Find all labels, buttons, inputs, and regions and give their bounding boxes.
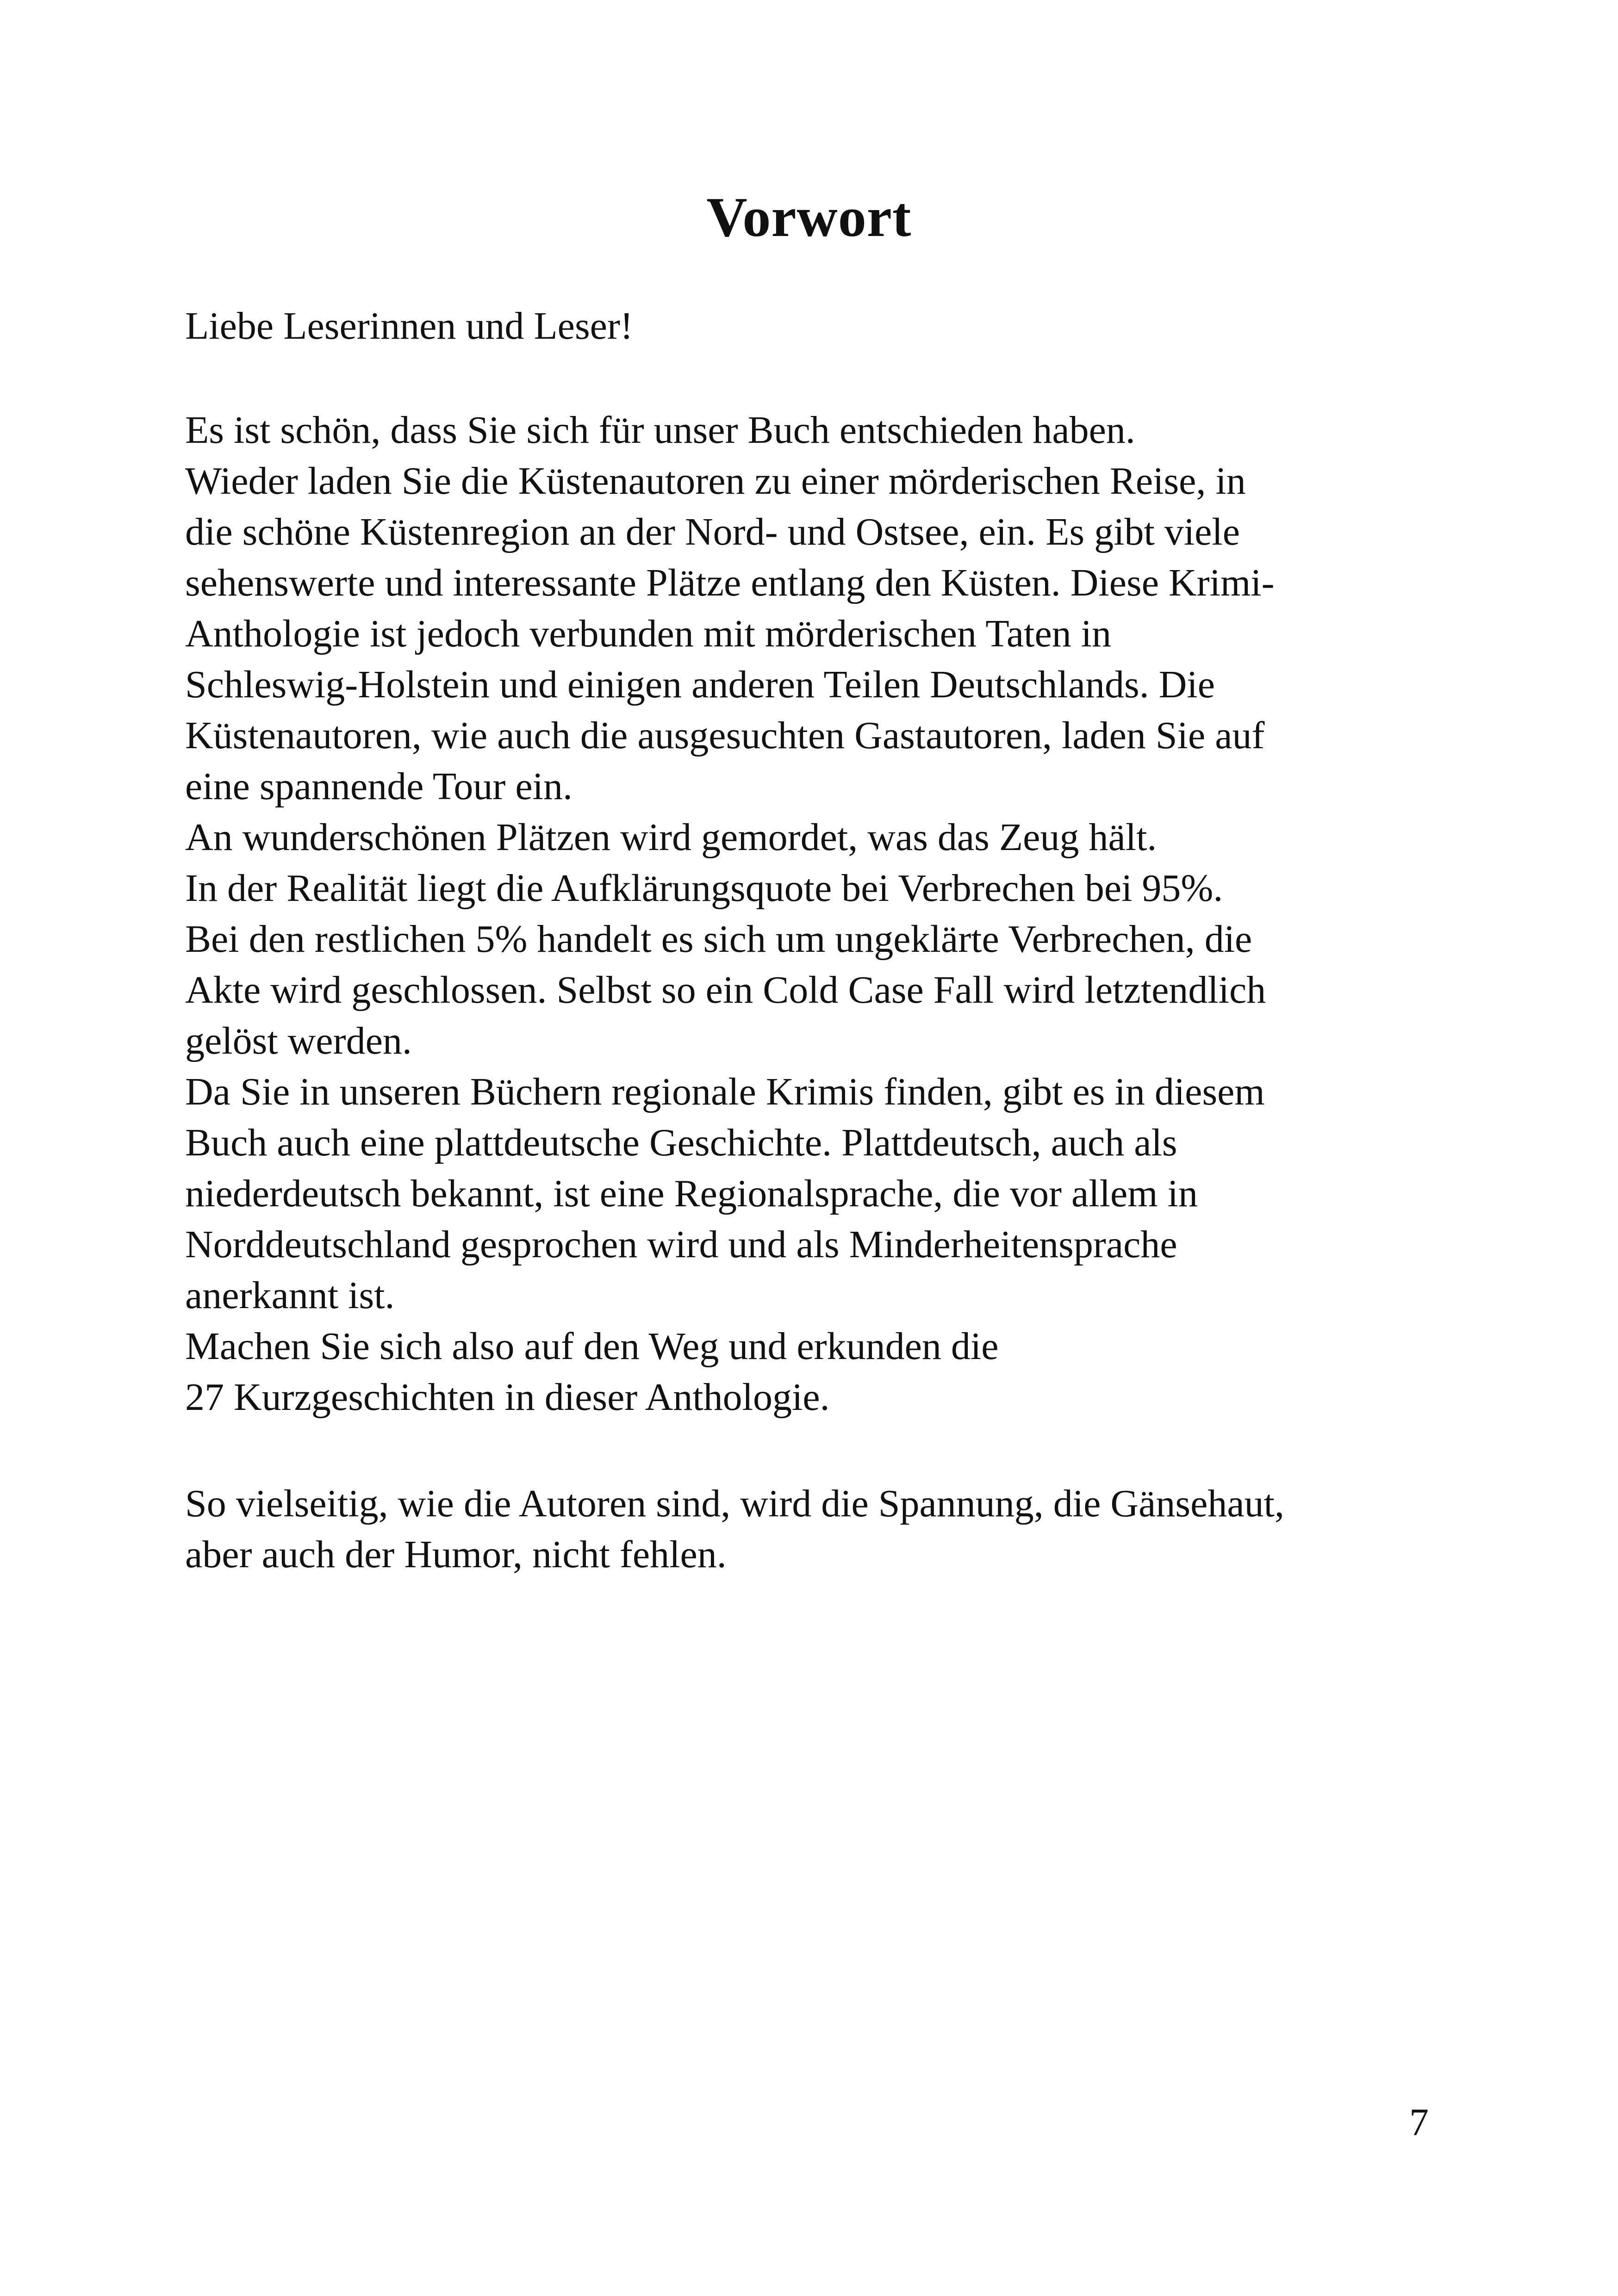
body-line: Anthologie ist jedoch verbunden mit mörderischen Taten in xyxy=(185,612,1112,655)
body-line: So vielseitig, wie die Autoren sind, wird die Spannung, die Gänsehaut, xyxy=(185,1482,1284,1525)
body-line: Buch auch eine plattdeutsche Geschichte. Plattdeutsch, auch als xyxy=(185,1121,1177,1164)
body-line: In der Realität liegt die Aufklärungsquote bei Verbrechen bei 95%. xyxy=(185,867,1223,910)
body-line: An wunderschönen Plätzen wird gemordet, was das Zeug hält. xyxy=(185,816,1157,859)
body-line: eine spannende Tour ein. xyxy=(185,765,573,808)
body-line: Da Sie in unseren Büchern regionale Krimis finden, gibt es in diesem xyxy=(185,1070,1265,1113)
page-title: Vorwort xyxy=(706,186,912,248)
body-line: Es ist schön, dass Sie sich für unser Buch entschieden haben. xyxy=(185,409,1135,452)
body-line: Bei den restlichen 5% handelt es sich um ungeklärte Verbrechen, die xyxy=(185,918,1252,961)
body-line: Akte wird geschlossen. Selbst so ein Cold Case Fall wird letztendlich xyxy=(185,968,1266,1011)
body-line: sehenswerte und interessante Plätze entlang den Küsten. Diese Krimi- xyxy=(185,561,1275,604)
body-line: 27 Kurzgeschichten in dieser Anthologie. xyxy=(185,1376,830,1419)
body-line: Küstenautoren, wie auch die ausgesuchten Gastautoren, laden Sie auf xyxy=(185,714,1265,757)
page-number: 7 xyxy=(1409,2101,1429,2144)
body-line: Norddeutschland gesprochen wird und als Minderheitensprache xyxy=(185,1223,1177,1266)
body-line: Machen Sie sich also auf den Weg und erkunden die xyxy=(185,1325,999,1368)
body-line: Schleswig-Holstein und einigen anderen Teilen Deutschlands. Die xyxy=(185,663,1215,706)
body-line: Wieder laden Sie die Küstenautoren zu einer mörderischen Reise, in xyxy=(185,459,1246,503)
body-line: aber auch der Humor, nicht fehlen. xyxy=(185,1533,727,1576)
greeting: Liebe Leserinnen und Leser! xyxy=(185,304,633,348)
body-line: niederdeutsch bekannt, ist eine Regionalsprache, die vor allem in xyxy=(185,1172,1198,1215)
body-line: anerkannt ist. xyxy=(185,1274,395,1317)
body-line: gelöst werden. xyxy=(185,1019,412,1062)
body-line: die schöne Küstenregion an der Nord- und Ostsee, ein. Es gibt viele xyxy=(185,510,1240,553)
